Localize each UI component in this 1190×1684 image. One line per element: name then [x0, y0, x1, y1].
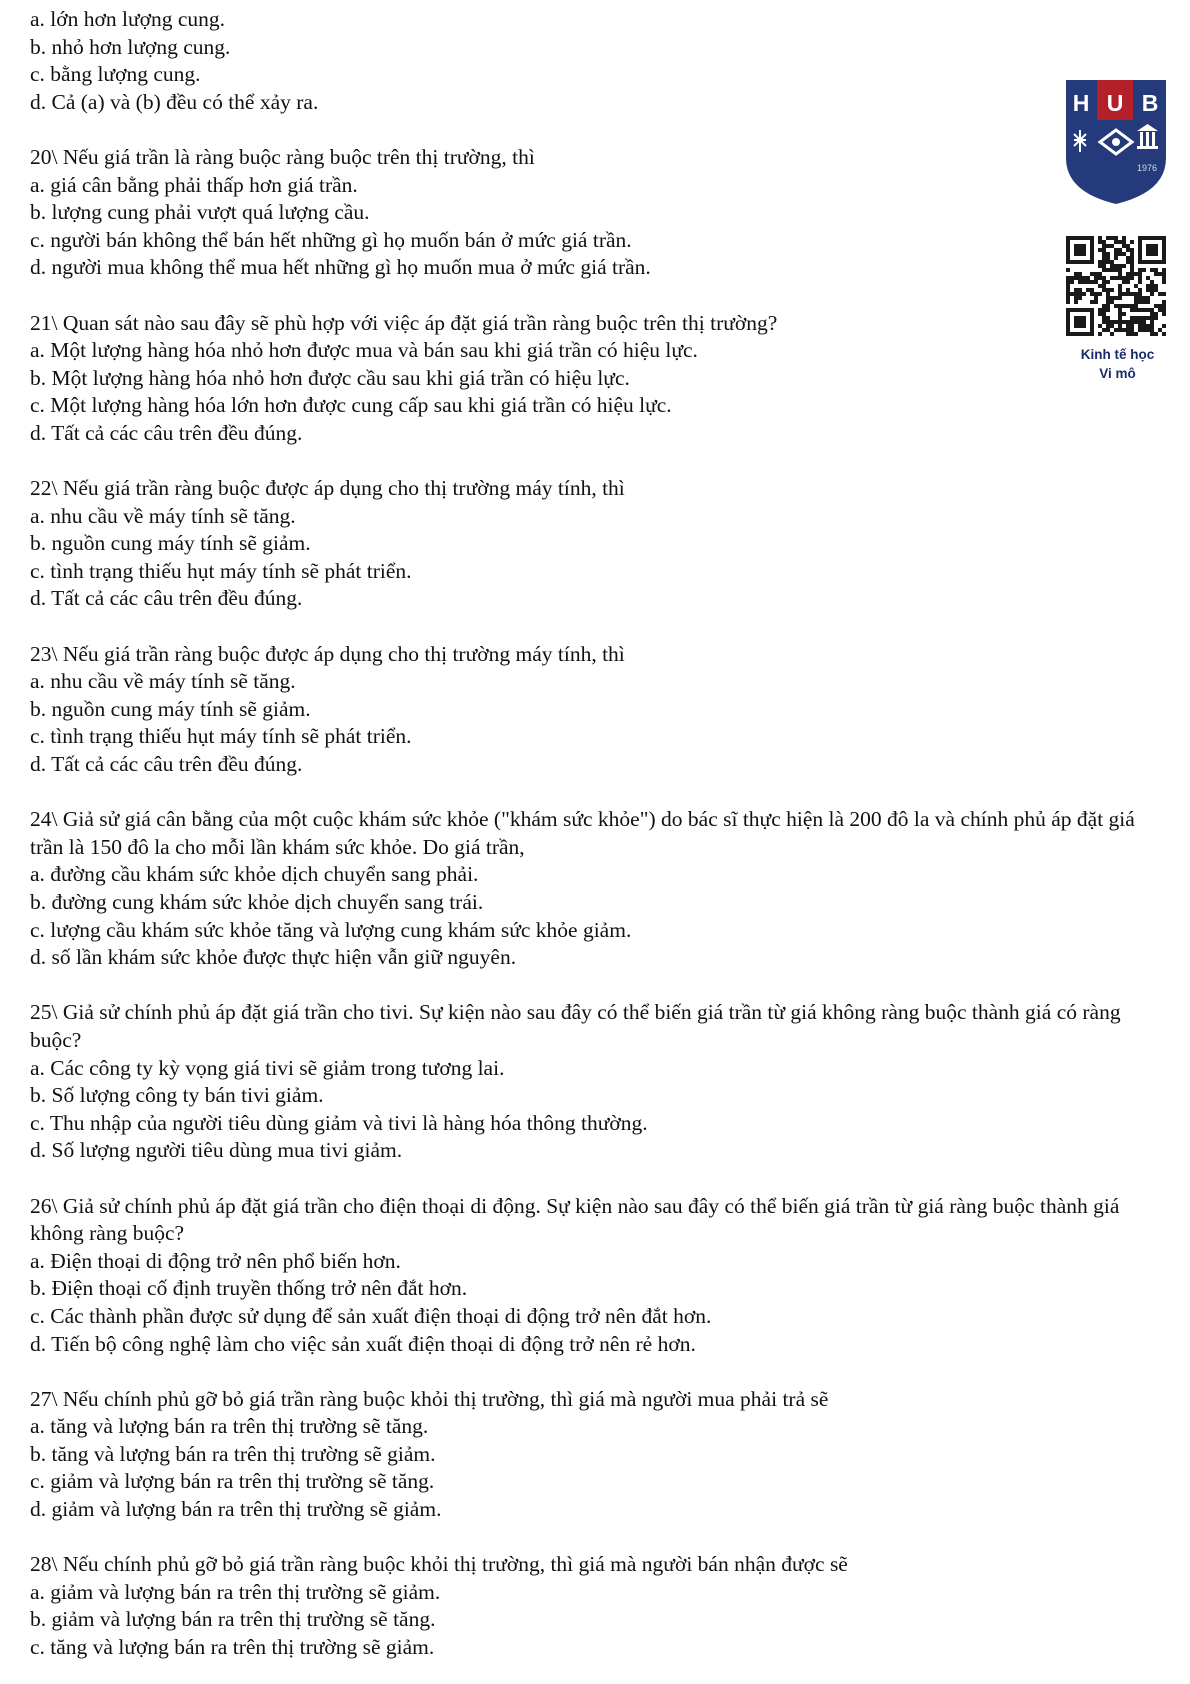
hub-logo [1064, 78, 1168, 206]
option-line: d. Tiến bộ công nghệ làm cho việc sản xuất điện thoại di động trở nên rẻ hơn. [30, 1331, 696, 1356]
option-line: c. Một lượng hàng hóa lớn hơn được cung cấp sau khi giá trần có hiệu lực. [30, 393, 672, 418]
logo-letter: H [1072, 90, 1090, 116]
intro-options [30, 6, 1165, 116]
question-text: 22\ Nếu giá trần ràng buộc được áp dụng cho thị trường máy tính, thì [30, 476, 625, 501]
qr-code [1066, 236, 1166, 336]
logo-letter: U [1106, 90, 1124, 116]
question-block [30, 1193, 1165, 1359]
option-line: a. giá cân bằng phải thấp hơn giá trần. [30, 172, 358, 197]
question-text: 24\ Giả sử giá cân bằng của một cuộc khám sức khỏe ("khám sức khỏe") do bác sĩ thực hiện là 200 đô la và chính phủ áp đặt giá trần là 150 đô la cho mỗi lần khám sức khỏe. Do giá trần, [30, 807, 1141, 859]
diamond-center [1112, 138, 1120, 146]
option-line: c. Thu nhập của người tiêu dùng giảm và tivi là hàng hóa thông thường. [30, 1110, 648, 1135]
question-text: 21\ Quan sát nào sau đây sẽ phù hợp với việc áp đặt giá trần ràng buộc trên thị trường? [30, 310, 778, 335]
question-block [30, 310, 1165, 448]
option-line: b. đường cung khám sức khỏe dịch chuyển sang trái. [30, 890, 484, 914]
document-body [30, 6, 1165, 1662]
question-text: 27\ Nếu chính phủ gỡ bỏ giá trần ràng buộc khỏi thị trường, thì giá mà người mua phải trả sẽ [30, 1386, 829, 1411]
question-block [30, 806, 1165, 972]
question-text: 26\ Giả sử chính phủ áp đặt giá trần cho điện thoại di động. Sự kiện nào sau đây có thể biến giá trần từ giá ràng buộc thành giá không ràng buộc? [30, 1193, 1125, 1246]
sidebar [1060, 78, 1175, 390]
course-subtitle: Vi mô [1099, 366, 1136, 381]
question-block [30, 641, 1165, 779]
option-line: a. giảm và lượng bán ra trên thị trường sẽ giảm. [30, 1579, 441, 1604]
logo-letter: B [1141, 90, 1159, 116]
option-line: c. Các thành phần được sử dụng để sản xuất điện thoại di động trở nên đắt hơn. [30, 1303, 712, 1328]
question-text: 23\ Nếu giá trần ràng buộc được áp dụng cho thị trường máy tính, thì [30, 641, 625, 666]
question-text: 20\ Nếu giá trần là ràng buộc ràng buộc trên thị trường, thì [30, 144, 535, 169]
question-block [30, 144, 1165, 282]
option-line: a. lớn hơn lượng cung. [30, 7, 226, 31]
option-line: d. Số lượng người tiêu dùng mua tivi giảm. [30, 1138, 403, 1163]
option-line: c. giảm và lượng bán ra trên thị trường sẽ tăng. [30, 1469, 435, 1494]
option-line: b. giảm và lượng bán ra trên thị trường sẽ tăng. [30, 1607, 436, 1632]
option-line: b. Số lượng công ty bán tivi giảm. [30, 1083, 324, 1108]
option-line: a. nhu cầu về máy tính sẽ tăng. [30, 503, 296, 528]
option-line: d. người mua không thể mua hết những gì họ muốn mua ở mức giá trần. [30, 255, 651, 280]
option-line: b. nhỏ hơn lượng cung. [30, 34, 231, 59]
option-line: b. nguồn cung máy tính sẽ giảm. [30, 531, 311, 556]
question-text: 28\ Nếu chính phủ gỡ bỏ giá trần ràng buộc khỏi thị trường, thì giá mà người bán nhận được sẽ [30, 1552, 848, 1577]
option-line: c. tăng và lượng bán ra trên thị trường sẽ giảm. [30, 1635, 435, 1660]
logo-year: 1976 [1136, 163, 1157, 173]
option-line: a. đường cầu khám sức khỏe dịch chuyển sang phải. [30, 862, 479, 887]
question-block [30, 999, 1165, 1165]
option-line: c. tình trạng thiếu hụt máy tính sẽ phát triển. [30, 558, 412, 583]
option-line: a. nhu cầu về máy tính sẽ tăng. [30, 669, 296, 694]
option-line: d. Tất cả các câu trên đều đúng. [30, 420, 303, 445]
option-line: c. tình trạng thiếu hụt máy tính sẽ phát triển. [30, 724, 412, 749]
option-line: a. Một lượng hàng hóa nhỏ hơn được mua và bán sau khi giá trần có hiệu lực. [30, 338, 698, 363]
option-line: d. giảm và lượng bán ra trên thị trường sẽ giảm. [30, 1497, 442, 1522]
option-line: a. Điện thoại di động trở nên phổ biến hơn. [30, 1248, 401, 1273]
option-line: d. Cả (a) và (b) đều có thể xảy ra. [30, 89, 319, 114]
course-title: Kinh tế học [1080, 347, 1155, 362]
option-line: b. tăng và lượng bán ra trên thị trường sẽ giảm. [30, 1441, 436, 1466]
question-block [30, 475, 1165, 613]
question-block [30, 1386, 1165, 1524]
option-line: d. Tất cả các câu trên đều đúng. [30, 752, 303, 777]
option-line: c. lượng cầu khám sức khỏe tăng và lượng cung khám sức khỏe giảm. [30, 917, 632, 942]
question-text: 25\ Giả sử chính phủ áp đặt giá trần cho tivi. Sự kiện nào sau đây có thể biến giá trần từ giá không ràng buộc thành giá có ràng buộc? [30, 1000, 1126, 1052]
question-block [30, 1551, 1165, 1661]
option-line: b. nguồn cung máy tính sẽ giảm. [30, 696, 311, 721]
option-line: a. Các công ty kỳ vọng giá tivi sẽ giảm trong tương lai. [30, 1055, 505, 1080]
option-line: c. người bán không thể bán hết những gì họ muốn bán ở mức giá trần. [30, 227, 632, 252]
option-line: b. Điện thoại cố định truyền thống trở nên đắt hơn. [30, 1276, 468, 1301]
option-line: b. lượng cung phải vượt quá lượng cầu. [30, 200, 370, 225]
option-line: d. Tất cả các câu trên đều đúng. [30, 586, 303, 611]
option-line: c. bằng lượng cung. [30, 62, 201, 87]
option-line: a. tăng và lượng bán ra trên thị trường sẽ tăng. [30, 1414, 429, 1439]
sidebar-caption [1060, 345, 1175, 383]
option-line: b. Một lượng hàng hóa nhỏ hơn được cầu sau khi giá trần có hiệu lực. [30, 365, 630, 390]
option-line: d. số lần khám sức khỏe được thực hiện vẫn giữ nguyên. [30, 945, 517, 970]
